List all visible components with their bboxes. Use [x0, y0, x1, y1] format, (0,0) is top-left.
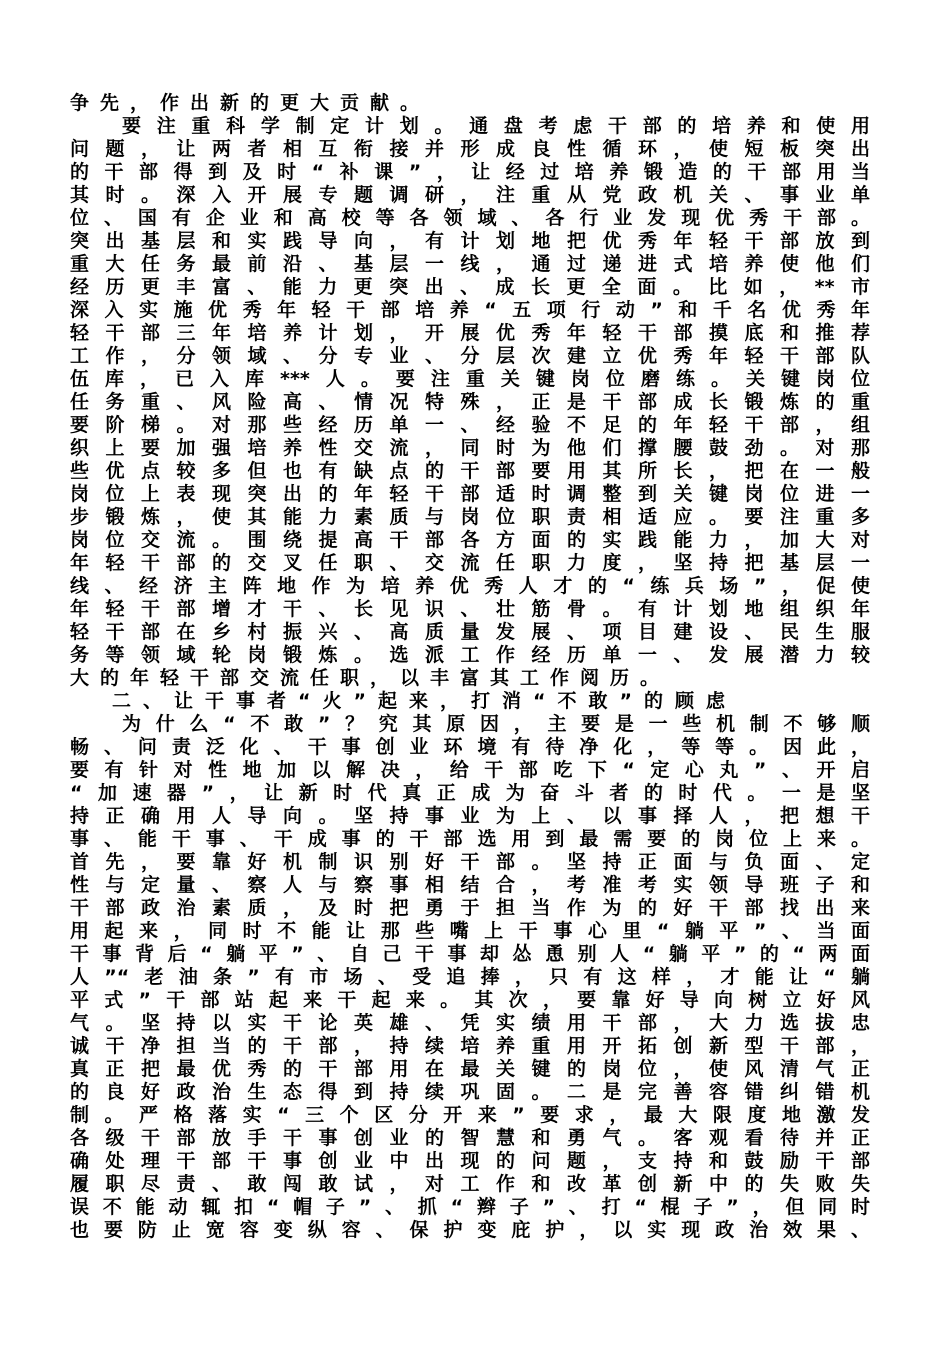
text-line: 线、经济主阵地作为培养优秀人才的“练兵场”，促使: [70, 575, 870, 597]
text-line: 气。坚持以实干论英雄、凭实绩用干部，大力选拔忠: [70, 1012, 870, 1034]
text-line: 首先，要靠好机制识别好干部。坚持正面与负面、定: [70, 851, 870, 873]
section-heading: 二、让干事者“火”起来，打消“不敢”的顾虑: [112, 690, 737, 712]
text-line: 年轻干部增才干、长见识、壮筋骨。有计划地组织年: [70, 598, 870, 620]
text-line: 大的年轻干部交流任职，以丰富其工作阅历。: [70, 667, 671, 689]
text-line: 的干部得到及时“补课”，让经过培养锻造的干部用当: [70, 161, 870, 183]
text-line: 履职尽责、敢闯敢试，对工作和改革创新中的失败失: [70, 1173, 870, 1195]
text-line: 步锻炼，使其能力素质与岗位职责相适应。要注重多: [70, 506, 870, 528]
text-line: 的良好政治生态得到持续巩固。二是完善容错纠错机: [70, 1081, 870, 1103]
text-line: 持正确用人导向。坚持事业为上、以事择人，把想干: [70, 805, 870, 827]
text-line: 畅、问责泛化、干事创业环境有待净化，等等。因此，: [70, 736, 870, 758]
text-line: 各级干部放手干事创业的智慧和勇气。客观看待并正: [70, 1127, 870, 1149]
text-line: 为什么“不敢”？究其原因，主要是一些机制不够顺: [122, 713, 870, 735]
text-line: 也要防止宽容变纵容、保护变庇护，以实现政治效果、: [70, 1219, 870, 1241]
text-line: 诚干净担当的干部，持续培养重用开拓创新型干部，: [70, 1035, 870, 1057]
body-text: [70, 92, 870, 1242]
text-line: 确处理干部干事创业中出现的问题，支持和鼓励干部: [70, 1150, 870, 1172]
text-line: 要注重科学制定计划。通盘考虑干部的培养和使用: [122, 115, 870, 137]
text-line: 年轻干部的交叉任职、交流任职力度，坚持把基层一: [70, 552, 870, 574]
text-line: 工作，分领域、分专业、分层次建立优秀年轻干部队: [70, 345, 870, 367]
text-line: 轻干部在乡村振兴、高质量发展、项目建设、民生服: [70, 621, 870, 643]
text-line: 务等领域轮岗锻炼。选派工作经历单一、发展潜力较: [70, 644, 870, 666]
text-line: 其时。深入开展专题调研，注重从党政机关、事业单: [70, 184, 870, 206]
text-line: 重大任务最前沿、基层一线，通过递进式培养使他们: [70, 253, 870, 275]
text-line: 任务重、风险高、情况特殊，正是干部成长锻炼的重: [70, 391, 870, 413]
text-line: 争先，作出新的更大贡献。: [70, 92, 431, 114]
text-line: 伍库，已入库***人。要注重关键岗位磨练。关键岗位: [70, 368, 870, 390]
text-line: 织上要加强培养性交流，同时为他们撑腰鼓劲。对那: [70, 437, 870, 459]
text-line: 岗位交流。围绕提高干部各方面的实践能力，加大对: [70, 529, 870, 551]
text-line: 深入实施优秀年轻干部培养“五项行动”和千名优秀年: [70, 299, 870, 321]
text-line: 岗位上表现突出的年轻干部适时调整到关键岗位进一: [70, 483, 870, 505]
text-line: 些优点较多但也有缺点的干部要用其所长，把在一般: [70, 460, 870, 482]
text-line: 平式”干部站起来干起来。其次，要靠好导向树立好风: [70, 989, 870, 1011]
text-line: 问题，让两者相互衔接并形成良性循环，使短板突出: [70, 138, 870, 160]
text-line: 干部政治素质，及时把勇于担当作为的好干部找出来: [70, 897, 870, 919]
text-line: 事、能干事、干成事的干部选用到最需要的岗位上来。: [70, 828, 870, 850]
text-line: 要阶梯。对那些经历单一、经验不足的年轻干部，组: [70, 414, 870, 436]
text-line: “加速器”，让新时代真正成为奋斗者的时代。一是坚: [70, 782, 870, 804]
text-line: 真正把最优秀的干部用在最关键的岗位，使风清气正: [70, 1058, 870, 1080]
text-line: 误不能动辄扣“帽子”、抓“辫子”、打“棍子”，但同时: [70, 1196, 870, 1218]
text-line: 干事背后“躺平”、自己干事却怂恿别人“躺平”的“两面: [70, 943, 870, 965]
text-line: 突出基层和实践导向，有计划地把优秀年轻干部放到: [70, 230, 870, 252]
text-line: 性与定量、察人与察事相结合，考准考实领导班子和: [70, 874, 870, 896]
text-line: 位、国有企业和高校等各领域、各行业发现优秀干部。: [70, 207, 870, 229]
text-line: 经历更丰富、能力更突出、成长更全面。比如，**市: [70, 276, 870, 298]
text-line: 人”“老油条”有市场、受追捧，只有这样，才能让“躺: [70, 966, 870, 988]
text-line: 轻干部三年培养计划，开展优秀年轻干部摸底和推荐: [70, 322, 870, 344]
text-line: 用起来，同时不能让那些嘴上干事心里“躺平”、当面: [70, 920, 870, 942]
text-line: 制。严格落实“三个区分开来”要求，最大限度地激发: [70, 1104, 870, 1126]
text-line: 要有针对性地加以解决，给干部吃下“定心丸”、开启: [70, 759, 870, 781]
